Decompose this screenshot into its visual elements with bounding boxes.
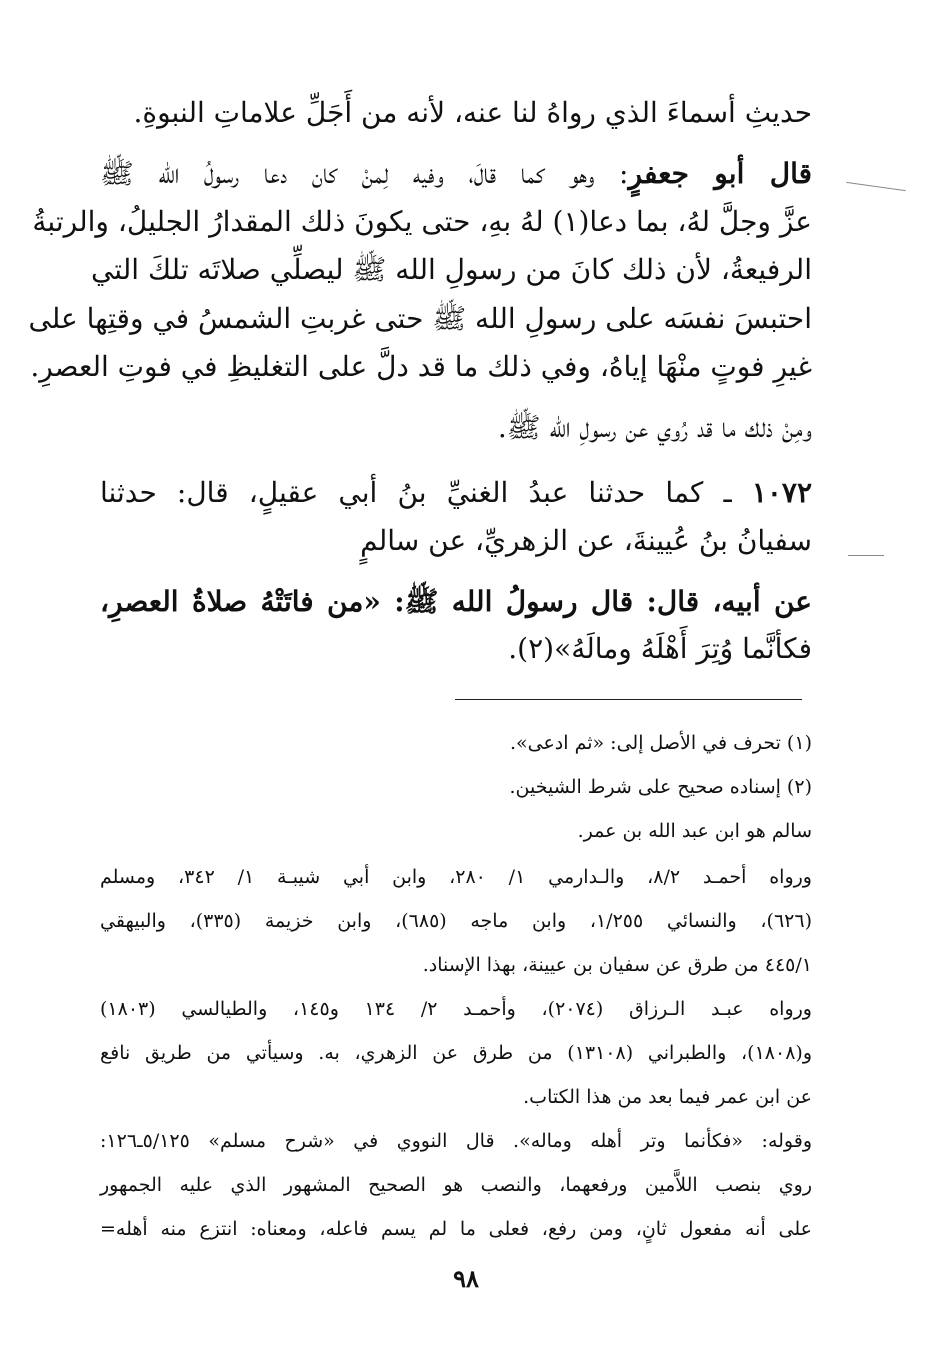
- text-line: سفيانُ بنُ عُيينةَ، عن الزهريِّ، عن سالمٍ: [360, 524, 812, 557]
- footnote-line: روي بنصب اللاَّمين ورفعهما، والنصب هو الصحيح المشهور الذي عليه الجمهور: [100, 1174, 812, 1196]
- text-line: غيرِ فوتٍ منْهَا إياهُ، وفي ذلك ما قد دلَّ على التغليظِ في فوتِ العصرِ.: [30, 350, 812, 383]
- text-bold-span: عن أبيه، قال: قال رسولُ الله ﷺ:: [394, 585, 812, 618]
- text-span: ـ كما حدثنا عبدُ الغنيِّ بنُ أبي عقيلٍ، قال: حدثنا: [100, 476, 752, 509]
- footnote-line: ورواه أحمـد ٨/٢، والـدارمي ١/ ٢٨٠، وابن أبي شيبـة ١/ ٣٤٢، ومسلم: [100, 866, 812, 888]
- hadith-line: [100, 476, 812, 510]
- text-line: [100, 157, 812, 191]
- text-line: فكأنَّما وُتِرَ أَهْلَهُ ومالَهُ»(٢).: [508, 632, 812, 665]
- footnote-line: وقوله: «فكأنما وتر أهله وماله». قال النووي في «شرح مسلم» ٥/١٢٥ـ١٢٦:: [100, 1130, 812, 1152]
- text-line: ومِنْ ذلك ما قد رُوي عن رسولِ الله ﷺ.: [497, 411, 812, 444]
- text-span: «من فاتَتْهُ صلاةُ العصرِ،: [100, 585, 395, 618]
- text-line: احتبسَ نفسَه على رسولِ الله ﷺ حتى غربتِ الشمسُ في وقتِها على: [28, 302, 812, 335]
- hadith-number: ١٠٧٢: [751, 476, 812, 509]
- text-line: الرفيعةُ، لأن ذلك كانَ من رسولِ الله ﷺ ليصلِّي صلاتَه تلكَ التي: [90, 253, 812, 286]
- scan-mark: [846, 182, 906, 191]
- footnote-line: (٦٢٦)، والنسائي ١/٢٥٥، وابن ماجه (٦٨٥)، وابن خزيمة (٣٣٥)، والبيهقي: [100, 910, 812, 932]
- scan-mark: [848, 555, 884, 556]
- footnote-line: و(١٨٠٨)، والطبراني (١٣١٠٨) من طرق عن الزهري، به. وسيأتي من طريق نافع: [100, 1042, 812, 1064]
- footnote-line: سالم هو ابن عبد الله بن عمر.: [577, 820, 812, 842]
- page-number: ٩٨: [453, 1264, 479, 1293]
- footnote-line: ورواه عبـد الـرزاق (٢٠٧٤)، وأحمـد ٢/ ١٣٤ و١٤٥، والطيالسي (١٨٠٣): [100, 998, 812, 1020]
- text-line: [100, 585, 812, 619]
- footnote-line: ٤٤٥/١ من طرق عن سفيان بن عيينة، بهذا الإسناد.: [422, 954, 812, 976]
- footnote-separator: [455, 699, 802, 700]
- footnote-line: عن ابن عمر فيما بعد من هذا الكتاب.: [523, 1086, 812, 1108]
- speaker-name: قال أبو جعفرٍ: [628, 157, 812, 190]
- text-line: عزَّ وجلَّ لهُ، بما دعا(١) لهُ بهِ، حتى يكونَ ذلك المقدارُ الجليلُ، والرتبةُ: [32, 205, 812, 238]
- footnote-line: على أنه مفعول ثانٍ، ومن رفع، فعلى ما لم يسم فاعله، ومعناه: انتزع منه أهله=: [100, 1218, 812, 1240]
- footnote-line: (٢) إسناده صحيح على شرط الشيخين.: [509, 776, 812, 798]
- text-line: حديثِ أسماءَ الذي رواهُ لنا عنه، لأنه من أَجَلِّ علاماتِ النبوةِ.: [133, 96, 812, 129]
- text-span: : وهو كما قالَ، وفيه لِمنْ كان دعا رسولُ الله ﷺ: [100, 157, 629, 190]
- footnote-line: (١) تحرف في الأصل إلى: «ثم ادعى».: [509, 732, 812, 754]
